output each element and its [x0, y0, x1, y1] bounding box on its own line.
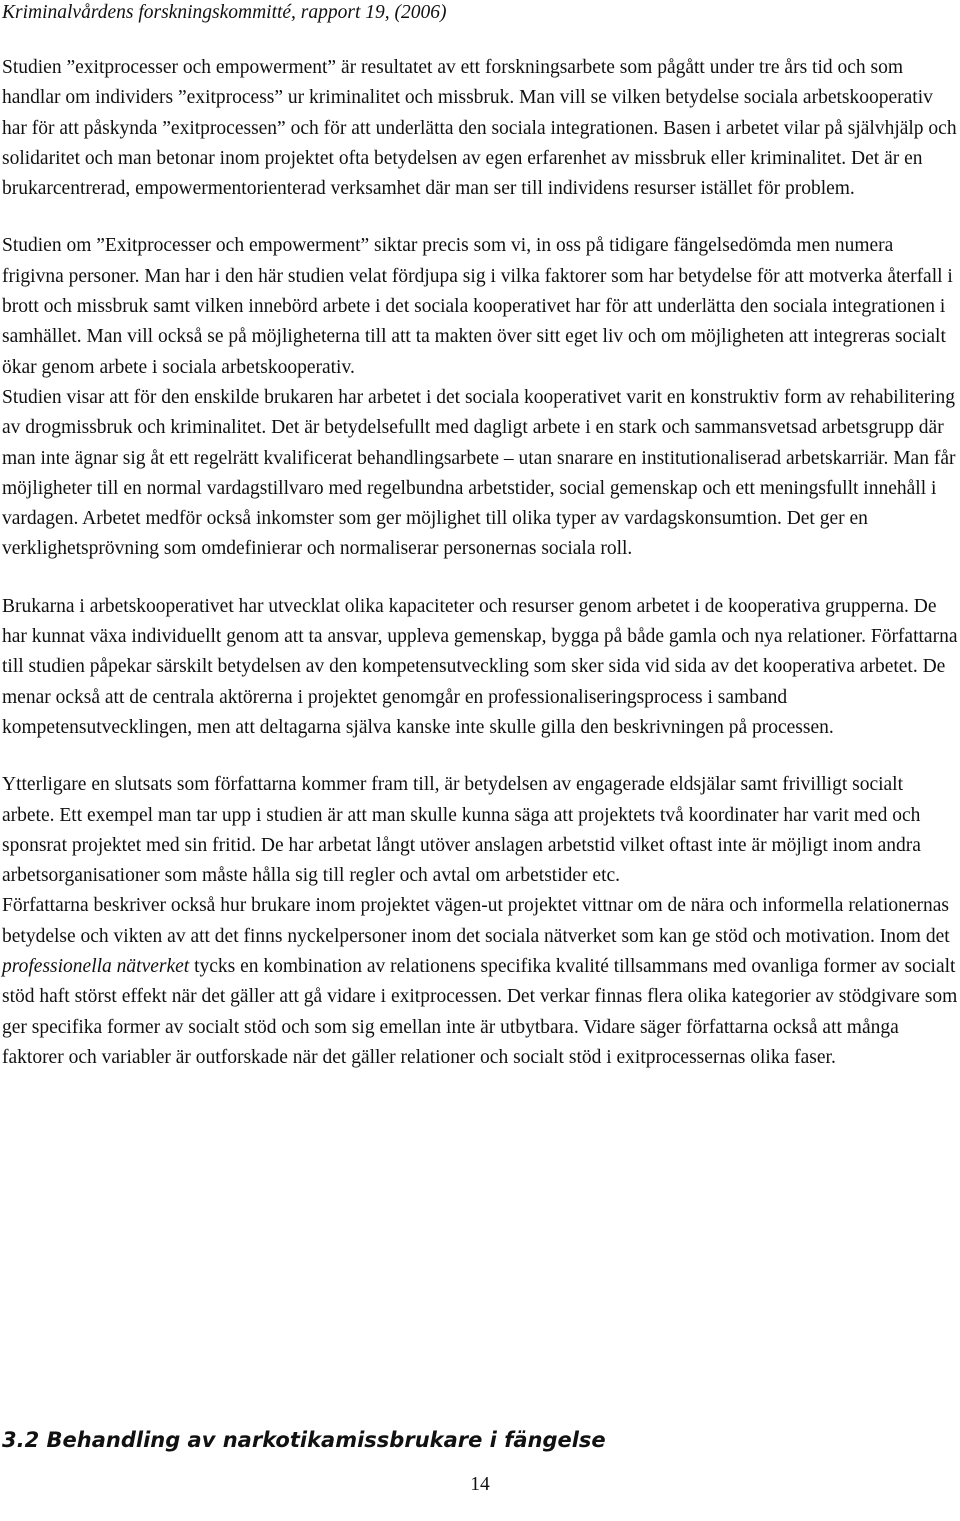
paragraph-relations-part-1: Författarna beskriver också hur brukare inom projektet vägen-ut projektet vittnar om de nära och informella relationernas betydelse och vikten av att det finns nyckelpersoner inom det sociala nätverket som kan ge stöd och motivation. Inom det	[2, 895, 950, 947]
page-number: 14	[470, 1474, 490, 1495]
running-header: Kriminalvårdens forskningskommitté, rapport 19, (2006)	[2, 2, 447, 23]
section-heading: 3.2 Behandling av narkotikamissbrukare i fängelse	[2, 1428, 606, 1452]
paragraph-eldsjalar: Ytterligare en slutsats som författarna kommer fram till, är betydelsen av engagerade eldsjälar samt frivilligt socialt arbete. Ett exempel man tar upp i studien är att man skulle kunna säga att projektets två koordinater har varit med och sponsrat projektet med sin fritid. De har arbetat långt utöver anslagen arbetstid vilket oftast inte är möjligt inom andra arbetsorganisationer som måste hålla sig till regler och avtal om arbetstider etc.	[2, 774, 921, 887]
paragraph-capacities: Brukarna i arbetskooperativet har utvecklat olika kapaciteter och resurser genom arbetet i de kooperativa grupperna. De har kunnat växa individuellt genom att ta ansvar, uppleva gemenskap, bygga på både gamla och nya relationer. Författarna till studien påpekar särskilt betydelsen av den kompetensutveckling som sker sida vid sida av det kooperativa arbetet. De menar också att de centrala aktörerna i projektet genomgår en professionaliseringsprocess i samband kompetensutvecklingen, men att deltagarna själva kanske inte skulle gilla den beskrivningen på processen.	[2, 595, 958, 738]
emphasis-professionella-natverket: professionella nätverket	[2, 956, 190, 978]
paragraph-exitprocesser-intro: Studien ”exitprocesser och empowerment” är resultatet av ett forskningsarbete som pågått under tre års tid och som handlar om individers ”exitprocess” ur kriminalitet och missbruk. Man vill se vilken betydelse sociala arbetskooperativ har för att påskynda ”exitprocessen” och för att underlätta den sociala integrationen. Basen i arbetet vilar på självhjälp och solidaritet och man betonar inom projektet ofta betydelsen av egen erfarenhet av missbruk eller kriminalitet. Det är en brukarcentrerad, empowermentorienterad verksamhet där man ser till individens resurser istället för problem.	[2, 57, 957, 200]
paragraph-study-results: Studien visar att för den enskilde brukaren har arbetet i det sociala kooperativet varit en konstruktiv form av rehabilitering av drogmissbruk och kriminalitet. Det är betydelsefullt med dagligt arbete i en stark och sammansvetsad arbetsgrupp där man inte ägnar sig åt ett regelrätt kvalificerat behandlingsarbete – utan snarare en institutionaliserad arbetskarriär. Man får möjligheter till en normal vardagstillvaro med regelbundna arbetstider, social gemenskap och ett meningsfullt innehåll i vardagen. Arbetet medför också inkomster som ger möjlighet till olika typer av vardagskonsumtion. Det ger en verklighetsprövning som omdefinierar och normaliserar personernas sociala roll.	[2, 386, 956, 560]
paragraph-relations-part-2: tycks en kombination av relationens specifika kvalité tillsammans med ovanliga former av socialt stöd haft störst effekt när det gäller att gå vidare i exitprocessen. Det verkar finnas flera olika kategorier av stödgivare som ger specifika former av socialt stöd och som sig emellan inte är utbytbara. Vidare säger författarna också att många faktorer och variabler är outforskade när det gäller relationer och socialt stöd i exitprocessernas olika faser.	[2, 956, 958, 1068]
document-body	[2, 53, 958, 1073]
paragraph-relations	[2, 891, 958, 1073]
paragraph-study-focus: Studien om ”Exitprocesser och empowerment” siktar precis som vi, in oss på tidigare fängelsedömda men numera frigivna personer. Man har i den här studien velat fördjupa sig i vilka faktorer som har betydelse för att motverka återfall i brott och missbruk samt vilken innebörd arbete i det sociala kooperativet har för att underlätta den sociala integrationen i samhället. Man vill också se på möjligheterna till att ta makten över sitt eget liv och om möjligheten att integreras socialt ökar genom arbete i sociala arbetskooperativ.	[2, 235, 953, 378]
